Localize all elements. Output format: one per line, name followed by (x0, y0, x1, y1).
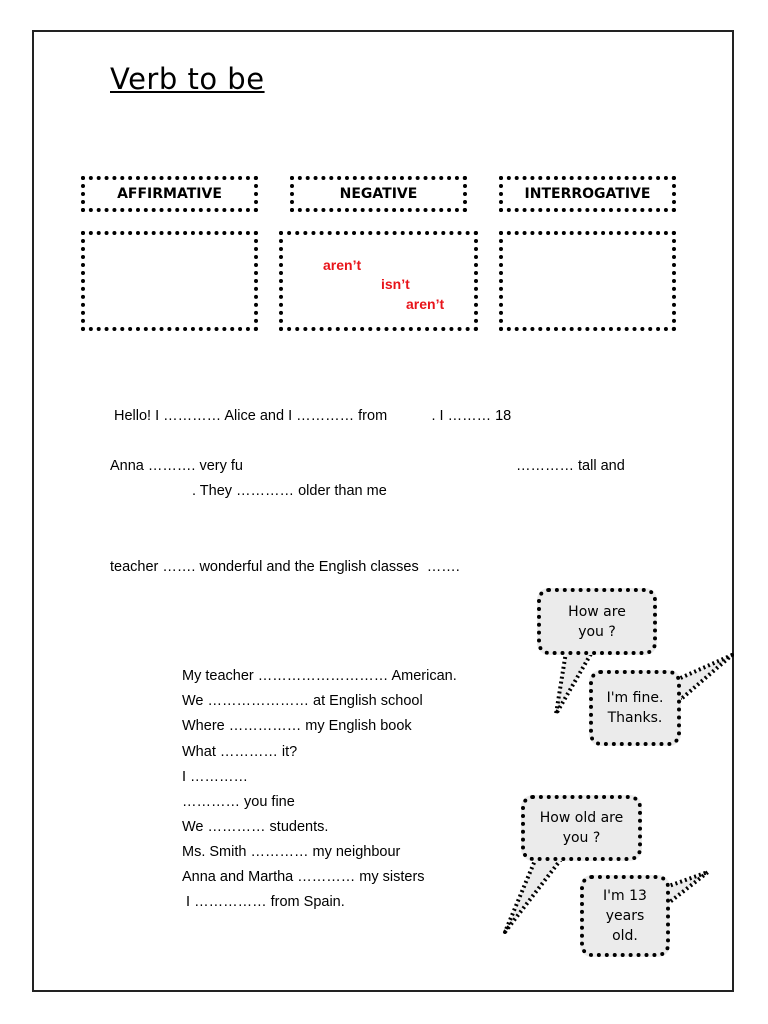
speech-bubble (537, 588, 657, 655)
interrogative-header: INTERROGATIVE (499, 176, 676, 212)
paragraph-line: ………… tall and (516, 458, 625, 474)
bubble-tail-1 (556, 652, 592, 714)
negative-header: NEGATIVE (290, 176, 467, 212)
exercise-line: What ………… it? (182, 744, 298, 760)
paragraph-line: Anna ………. very fu (110, 458, 243, 474)
exercise-line: I …………… from Spain. (182, 894, 345, 910)
negative-word: aren’t (323, 257, 362, 273)
paragraph-line: . They ………… older than me (192, 483, 387, 499)
bubble-text: I'm 13 years old. (603, 888, 647, 944)
bubble-tail-4 (666, 872, 708, 905)
bubble-tail-2 (676, 655, 732, 700)
bubble-text: How old are you ? (539, 810, 624, 846)
speech-bubble (589, 670, 681, 746)
page-title: Verb to be (110, 62, 265, 96)
exercise-line: We ………………… at English school (182, 693, 423, 709)
exercise-line: Where …………… my English book (182, 718, 412, 734)
negative-word: aren’t (406, 296, 445, 312)
negative-word: isn’t (381, 276, 410, 292)
bubble-text: I'm fine. Thanks. (606, 690, 664, 726)
speech-bubble (580, 875, 670, 957)
bubble-text: How are you ? (568, 603, 626, 640)
exercise-line: Ms. Smith ………… my neighbour (182, 844, 401, 860)
exercise-line: We ………… students. (182, 819, 329, 835)
paragraph-line: teacher ……. wonderful and the English classes ……. (110, 559, 460, 575)
paragraph-line: Hello! I ………… Alice and I ………… from . I ……… 18 (114, 408, 512, 424)
affirmative-header: AFFIRMATIVE (81, 176, 258, 212)
exercise-line: ………… you fine (182, 794, 295, 810)
speech-bubble (521, 795, 642, 861)
exercise-line: My teacher ……………………… American. (182, 668, 457, 684)
bubble-tail-3 (505, 858, 562, 932)
exercise-line: Anna and Martha ………… my sisters (182, 869, 425, 885)
exercise-line: I ………… (182, 769, 249, 785)
